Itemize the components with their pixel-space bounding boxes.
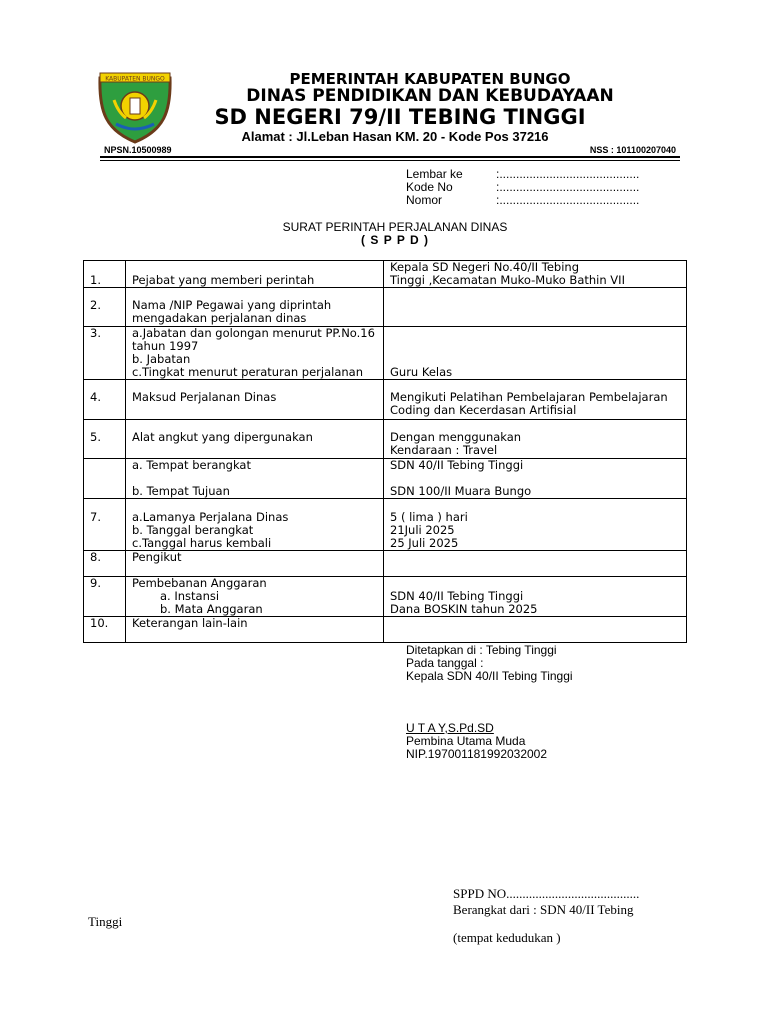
header-rule-thick bbox=[100, 156, 680, 158]
pada-tanggal: Pada tanggal : bbox=[406, 656, 484, 670]
meta-row: Lembar ke :.......................................... bbox=[406, 167, 640, 181]
school-address: Alamat : Jl.Leban Hasan KM. 20 - Kode Pos 37216 bbox=[241, 129, 549, 144]
table-row: 7. a.Lamanya Perjalana Dinas b. Tanggal berangkat c.Tanggal harus kembali 5 ( lima ) hari 21Juli 2025 25 Juli 2025 bbox=[84, 499, 687, 551]
ditetapkan-di: Ditetapkan di : Tebing Tinggi bbox=[406, 643, 557, 657]
meta-row: Nomor :.......................................... bbox=[406, 193, 640, 207]
document-title bbox=[210, 221, 580, 247]
title-main: SURAT PERINTAH PERJALANAN DINAS bbox=[282, 220, 508, 234]
table-row: 5. Alat angkut yang dipergunakan Dengan menggunakan Kendaraan : Travel bbox=[84, 420, 687, 459]
nss: NSS : 101100207040 bbox=[589, 145, 676, 155]
signer-position: Kepala SDN 40/II Tebing Tinggi bbox=[406, 669, 573, 683]
table-row: 9. Pembebanan Anggaran a. Instansi b. Mata Anggaran SDN 40/II Tebing Tinggi Dana BOSKIN tahun 2025 bbox=[84, 577, 687, 617]
sppd-table bbox=[83, 260, 687, 643]
table-row: 10. Keterangan lain-lain bbox=[84, 617, 687, 643]
regency-logo bbox=[96, 72, 174, 146]
agency-title: DINAS PENDIDIKAN DAN KEBUDAYAAN bbox=[246, 86, 614, 106]
signer-name: U T A Y,S.Pd.SD bbox=[406, 721, 494, 735]
table-row: 1. Pejabat yang memberi perintah Kepala SD Negeri No.40/II Tebing Tinggi ,Kecamatan Muko-Muko Bathin VII bbox=[84, 261, 687, 288]
signer-nip: NIP.197001181992032002 bbox=[406, 747, 548, 761]
title-sub: ( S P P D ) bbox=[361, 233, 429, 247]
table-row: 2. Nama /NIP Pegawai yang diprintah mengadakan perjalanan dinas bbox=[84, 288, 687, 327]
document-meta bbox=[406, 168, 666, 208]
berangkat-dari-continued: Tinggi bbox=[88, 914, 123, 929]
table-row: a. Tempat berangkat b. Tempat Tujuan SDN 40/II Tebing Tinggi SDN 100/II Muara Bungo bbox=[84, 459, 687, 499]
signer-rank: Pembina Utama Muda bbox=[406, 734, 526, 748]
signature-block bbox=[406, 644, 573, 761]
gov-title: PEMERINTAH KABUPATEN BUNGO bbox=[289, 70, 571, 88]
table-row: 4. Maksud Perjalanan Dinas Mengikuti Pelatihan Pembelajaran Pembelajaran Coding dan Kecerdasan Artifisial bbox=[84, 380, 687, 420]
berangkat-dari: Berangkat dari : SDN 40/II Tebing bbox=[453, 902, 634, 917]
npsn: NPSN.10500989 bbox=[104, 145, 172, 155]
logo-text: KABUPATEN BUNGO bbox=[105, 75, 165, 83]
school-title: SD NEGERI 79/II TEBING TINGGI bbox=[214, 105, 586, 129]
tempat-kedudukan: (tempat kedudukan ) bbox=[453, 930, 561, 945]
header-rule-thin bbox=[100, 160, 680, 161]
sppd-number: SPPD NO......................................... bbox=[453, 886, 640, 901]
table-row: 8. Pengikut bbox=[84, 551, 687, 577]
table-row: 3. a.Jabatan dan golongan menurut PP.No.16 tahun 1997 b. Jabatan c.Tingkat menurut peraturan perjalanan Guru Kelas bbox=[84, 327, 687, 380]
meta-row: Kode No :.......................................... bbox=[406, 180, 640, 194]
